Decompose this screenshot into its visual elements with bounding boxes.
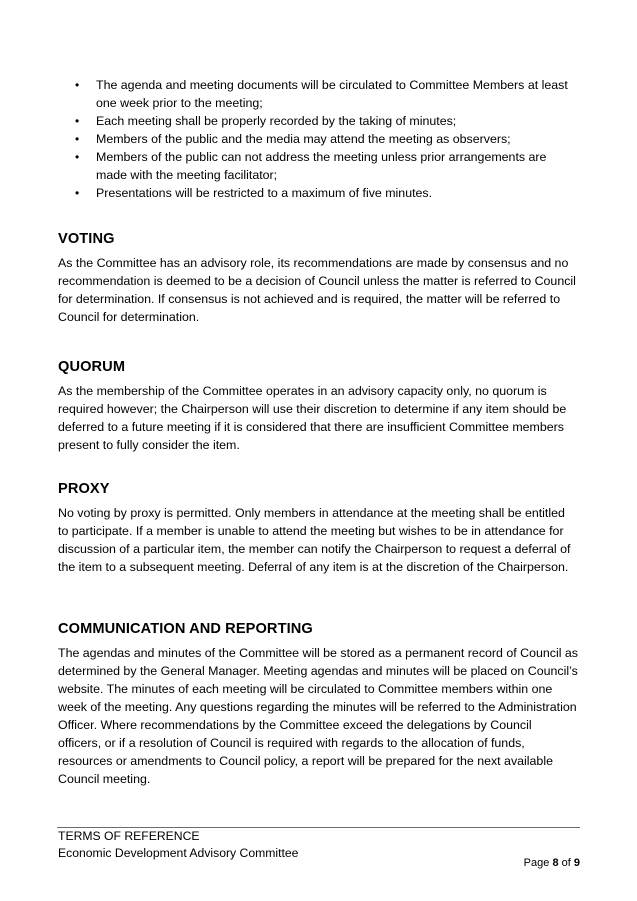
section-heading-communication: COMMUNICATION AND REPORTING xyxy=(58,621,313,637)
meeting-procedures-list xyxy=(58,76,578,202)
section-body-voting: As the Committee has an advisory role, its recommendations are made by consensus and no recommendation is deemed to be a decision of Council unless the matter is referred to Council for determination. If consensus is not achieved and is required, the matter will be referred to Council for determination. xyxy=(58,256,576,324)
bullet-icon: • xyxy=(75,114,80,128)
list-item xyxy=(58,112,578,130)
bullet-icon: • xyxy=(75,78,80,92)
section-body-proxy: No voting by proxy is permitted. Only members in attendance at the meeting shall be entitled to participate. If a member is unable to attend the meeting but wishes to be in attendance for discussion of a particular item, the member can notify the Chairperson to request a deferral of the item to a subsequent meeting. Deferral of any item is at the discretion of the Chairperson. xyxy=(58,506,571,574)
section-voting xyxy=(58,230,578,326)
list-item-text: Members of the public and the media may attend the meeting as observers; xyxy=(96,132,511,146)
section-heading-proxy: PROXY xyxy=(58,481,110,497)
footer-document-info xyxy=(58,828,298,862)
section-heading-quorum: QUORUM xyxy=(58,359,126,375)
page-number-current: 8 xyxy=(552,857,559,869)
footer-committee-name: Economic Development Advisory Committee xyxy=(58,846,299,860)
page-number-of: of xyxy=(561,857,571,869)
page-number xyxy=(524,856,580,870)
list-item xyxy=(58,130,578,148)
list-item-text: Presentations will be restricted to a maximum of five minutes. xyxy=(96,186,433,200)
list-item-text: Members of the public can not address the meeting unless prior arrangements are made with the meeting facilitator; xyxy=(96,150,547,182)
section-quorum xyxy=(58,358,578,454)
list-item xyxy=(58,76,578,112)
page-number-prefix: Page xyxy=(523,857,550,869)
bullet-icon: • xyxy=(75,150,80,164)
bullet-icon: • xyxy=(75,132,80,146)
list-item-text: The agenda and meeting documents will be circulated to Committee Members at least one week prior to the meeting; xyxy=(96,78,568,110)
footer-document-title: TERMS OF REFERENCE xyxy=(58,829,200,843)
list-item-text: Each meeting shall be properly recorded by the taking of minutes; xyxy=(96,114,457,128)
section-body-communication: The agendas and minutes of the Committee will be stored as a permanent record of Council as determined by the General Manager. Meeting agendas and minutes will be placed on Council’s website. The minutes of each meeting will be circulated to Committee members within one week of the meeting. Any questions regarding the minutes will be referred to the Administration Officer. Where recommendations by the Committee exceed the delegations by Council officers, or if a resolution of Council is required with regards to the allocation of funds, resources or amendments to Council policy, a report will be prepared for the next available Council meeting. xyxy=(58,646,578,786)
section-communication-reporting xyxy=(58,620,578,788)
list-item xyxy=(58,148,578,184)
section-body-quorum: As the membership of the Committee operates in an advisory capacity only, no quorum is required however; the Chairperson will use their discretion to determine if any item should be deferred to a future meeting if it is considered that there are insufficient Committee members present to fully consider the item. xyxy=(58,384,567,452)
bullet-icon: • xyxy=(75,186,80,200)
section-proxy xyxy=(58,480,578,576)
list-item xyxy=(58,184,578,202)
section-heading-voting: VOTING xyxy=(58,231,115,247)
page-number-total: 9 xyxy=(573,857,580,869)
